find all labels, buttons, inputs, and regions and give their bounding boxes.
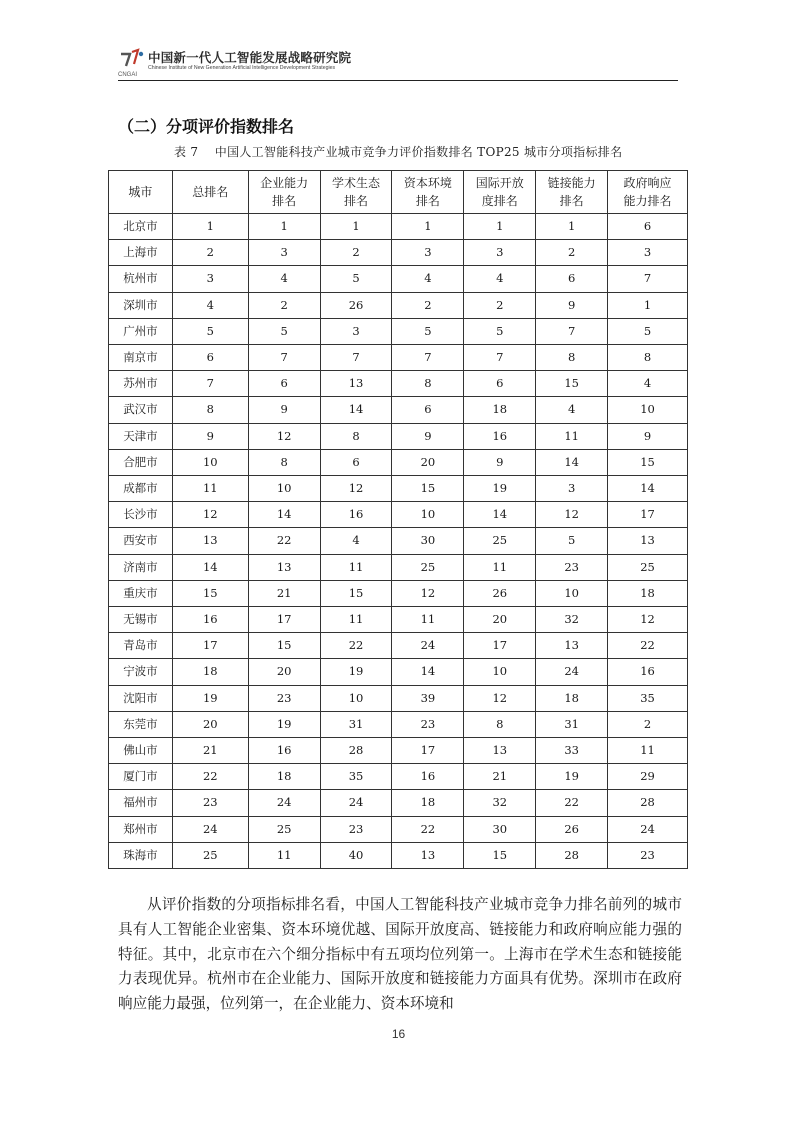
- rank-cell: 3: [392, 240, 464, 266]
- rank-cell: 10: [608, 397, 688, 423]
- table-row: [109, 214, 688, 240]
- rank-cell: 5: [248, 318, 320, 344]
- rank-cell: 10: [320, 685, 392, 711]
- table-row: [109, 711, 688, 737]
- column-header-line: 排名: [559, 194, 584, 208]
- rank-cell: 9: [464, 449, 536, 475]
- rank-cell: 35: [320, 764, 392, 790]
- rank-cell: 15: [248, 633, 320, 659]
- table-row: [109, 502, 688, 528]
- rank-cell: 2: [320, 240, 392, 266]
- rank-cell: 16: [248, 738, 320, 764]
- column-header-line: 能力排名: [623, 194, 672, 208]
- rank-cell: 8: [536, 345, 608, 371]
- rank-cell: 28: [536, 842, 608, 868]
- header-divider: [118, 80, 678, 81]
- table-row: [109, 528, 688, 554]
- rank-cell: 23: [392, 711, 464, 737]
- city-name-cell: 合肥市: [109, 449, 173, 475]
- rank-cell: 23: [608, 842, 688, 868]
- rank-cell: 11: [320, 554, 392, 580]
- rank-cell: 12: [172, 502, 248, 528]
- rank-cell: 12: [392, 580, 464, 606]
- rank-cell: 9: [392, 423, 464, 449]
- rank-cell: 16: [464, 423, 536, 449]
- rank-cell: 6: [464, 371, 536, 397]
- rank-cell: 28: [608, 790, 688, 816]
- rank-cell: 24: [536, 659, 608, 685]
- rank-cell: 18: [248, 764, 320, 790]
- table-row: [109, 449, 688, 475]
- rank-cell: 10: [172, 449, 248, 475]
- rank-cell: 21: [248, 580, 320, 606]
- rank-cell: 4: [320, 528, 392, 554]
- rank-cell: 14: [320, 397, 392, 423]
- rank-cell: 30: [392, 528, 464, 554]
- rank-cell: 9: [536, 292, 608, 318]
- rank-cell: 8: [392, 371, 464, 397]
- city-name-cell: 青岛市: [109, 633, 173, 659]
- rank-cell: 4: [172, 292, 248, 318]
- table-row: [109, 240, 688, 266]
- table-row: [109, 371, 688, 397]
- city-name-cell: 苏州市: [109, 371, 173, 397]
- table-row: [109, 345, 688, 371]
- rank-cell: 24: [392, 633, 464, 659]
- rank-cell: 6: [320, 449, 392, 475]
- rank-cell: 3: [172, 266, 248, 292]
- rank-cell: 20: [464, 607, 536, 633]
- table-row: [109, 476, 688, 502]
- rank-cell: 13: [392, 842, 464, 868]
- rank-cell: 2: [608, 711, 688, 737]
- rank-cell: 19: [248, 711, 320, 737]
- rank-cell: 18: [608, 580, 688, 606]
- rank-cell: 3: [536, 476, 608, 502]
- rank-cell: 9: [608, 423, 688, 449]
- rank-cell: 1: [172, 214, 248, 240]
- rank-cell: 2: [248, 292, 320, 318]
- rank-cell: 24: [608, 816, 688, 842]
- rank-cell: 31: [536, 711, 608, 737]
- paragraph-text: 从评价指数的分项指标排名看，中国人工智能科技产业城市竞争力排名前列的城市具有人工智能企业密集、资本环境优越、国际开放度高、链接能力和政府响应能力强的特征。其中，北京市在六个细分指标中有五项均位列第一。上海市在学术生态和链接能力表现优异。杭州市在企业能力、国际开放度和链接能力方面具有优势。深圳市在政府响应能力最强，位列第一，在企业能力、资本环境和: [118, 896, 682, 1013]
- rank-cell: 2: [172, 240, 248, 266]
- rank-cell: 22: [172, 764, 248, 790]
- table-caption: 表 7 中国人工智能科技产业城市竞争力评价指数排名 TOP25 城市分项指标排名: [174, 145, 623, 159]
- table-row: [109, 764, 688, 790]
- column-header-line: 排名: [272, 194, 297, 208]
- table-row: [109, 790, 688, 816]
- rank-cell: 22: [536, 790, 608, 816]
- rank-cell: 10: [248, 476, 320, 502]
- rank-cell: 13: [464, 738, 536, 764]
- city-name-cell: 无锡市: [109, 607, 173, 633]
- rank-cell: 26: [320, 292, 392, 318]
- rank-cell: 26: [536, 816, 608, 842]
- rank-cell: 5: [320, 266, 392, 292]
- rank-cell: 18: [172, 659, 248, 685]
- rank-cell: 1: [248, 214, 320, 240]
- rank-cell: 12: [608, 607, 688, 633]
- rank-cell: 35: [608, 685, 688, 711]
- city-name-cell: 郑州市: [109, 816, 173, 842]
- rank-cell: 5: [172, 318, 248, 344]
- rank-cell: 7: [464, 345, 536, 371]
- city-name-cell: 东莞市: [109, 711, 173, 737]
- rank-cell: 19: [320, 659, 392, 685]
- column-header: [464, 171, 536, 214]
- column-header-line: 总排名: [192, 185, 229, 199]
- rank-cell: 25: [392, 554, 464, 580]
- city-name-cell: 厦门市: [109, 764, 173, 790]
- rank-cell: 12: [464, 685, 536, 711]
- city-name-cell: 珠海市: [109, 842, 173, 868]
- city-name-cell: 西安市: [109, 528, 173, 554]
- city-name-cell: 济南市: [109, 554, 173, 580]
- rank-cell: 11: [464, 554, 536, 580]
- rank-cell: 15: [320, 580, 392, 606]
- rank-cell: 11: [608, 738, 688, 764]
- rank-cell: 2: [536, 240, 608, 266]
- rank-cell: 9: [248, 397, 320, 423]
- rank-cell: 14: [608, 476, 688, 502]
- rank-cell: 22: [248, 528, 320, 554]
- rank-cell: 13: [320, 371, 392, 397]
- rank-cell: 21: [464, 764, 536, 790]
- rank-cell: 8: [248, 449, 320, 475]
- rank-cell: 15: [464, 842, 536, 868]
- rank-cell: 14: [536, 449, 608, 475]
- rank-cell: 3: [608, 240, 688, 266]
- rank-cell: 6: [172, 345, 248, 371]
- city-name-cell: 重庆市: [109, 580, 173, 606]
- column-header-line: 排名: [344, 194, 369, 208]
- city-name-cell: 佛山市: [109, 738, 173, 764]
- rank-cell: 19: [536, 764, 608, 790]
- table-row: [109, 842, 688, 868]
- rank-cell: 11: [536, 423, 608, 449]
- institute-abbreviation: CNGAI: [118, 72, 138, 78]
- rank-cell: 16: [172, 607, 248, 633]
- rank-cell: 7: [608, 266, 688, 292]
- rank-cell: 14: [248, 502, 320, 528]
- rank-cell: 7: [536, 318, 608, 344]
- rank-cell: 28: [320, 738, 392, 764]
- rank-cell: 22: [320, 633, 392, 659]
- rank-cell: 4: [248, 266, 320, 292]
- rank-cell: 2: [392, 292, 464, 318]
- rank-cell: 7: [320, 345, 392, 371]
- rank-cell: 3: [320, 318, 392, 344]
- rank-cell: 24: [172, 816, 248, 842]
- table-row: [109, 580, 688, 606]
- rank-cell: 4: [392, 266, 464, 292]
- rank-cell: 8: [172, 397, 248, 423]
- rank-cell: 5: [392, 318, 464, 344]
- rank-cell: 1: [464, 214, 536, 240]
- rank-cell: 3: [464, 240, 536, 266]
- rank-cell: 1: [536, 214, 608, 240]
- rank-cell: 20: [172, 711, 248, 737]
- rank-cell: 24: [248, 790, 320, 816]
- column-header: [248, 171, 320, 214]
- city-name-cell: 武汉市: [109, 397, 173, 423]
- rank-cell: 31: [320, 711, 392, 737]
- rank-cell: 8: [320, 423, 392, 449]
- institute-name-cn: 中国新一代人工智能发展战略研究院: [148, 50, 352, 65]
- column-header-line: 政府响应: [623, 176, 672, 190]
- column-header-line: 资本环境: [403, 176, 452, 190]
- column-header-line: 城市: [128, 185, 153, 199]
- table-body: [109, 214, 688, 869]
- rank-cell: 17: [392, 738, 464, 764]
- city-name-cell: 沈阳市: [109, 685, 173, 711]
- rank-cell: 25: [248, 816, 320, 842]
- rank-cell: 1: [392, 214, 464, 240]
- rank-cell: 16: [320, 502, 392, 528]
- table-row: [109, 266, 688, 292]
- rank-cell: 11: [172, 476, 248, 502]
- rank-cell: 20: [248, 659, 320, 685]
- rank-cell: 18: [464, 397, 536, 423]
- rank-cell: 11: [392, 607, 464, 633]
- rank-cell: 10: [464, 659, 536, 685]
- rank-cell: 7: [172, 371, 248, 397]
- rank-cell: 22: [392, 816, 464, 842]
- rank-cell: 15: [536, 371, 608, 397]
- rank-cell: 11: [248, 842, 320, 868]
- city-name-cell: 杭州市: [109, 266, 173, 292]
- column-header: [172, 171, 248, 214]
- rank-cell: 8: [608, 345, 688, 371]
- rank-cell: 1: [320, 214, 392, 240]
- column-header-line: 学术生态: [332, 176, 381, 190]
- rank-cell: 33: [536, 738, 608, 764]
- rank-cell: 13: [536, 633, 608, 659]
- rank-cell: 4: [608, 371, 688, 397]
- rank-cell: 18: [536, 685, 608, 711]
- city-name-cell: 南京市: [109, 345, 173, 371]
- city-ranking-table: [108, 170, 688, 869]
- column-header-line: 国际开放: [475, 176, 524, 190]
- rank-cell: 12: [536, 502, 608, 528]
- rank-cell: 15: [608, 449, 688, 475]
- rank-cell: 21: [172, 738, 248, 764]
- rank-cell: 22: [608, 633, 688, 659]
- rank-cell: 5: [608, 318, 688, 344]
- rank-cell: 17: [464, 633, 536, 659]
- rank-cell: 18: [392, 790, 464, 816]
- rank-cell: 7: [248, 345, 320, 371]
- rank-cell: 20: [392, 449, 464, 475]
- rank-cell: 24: [320, 790, 392, 816]
- rank-cell: 6: [608, 214, 688, 240]
- body-paragraph: [118, 893, 682, 1017]
- rank-cell: 11: [320, 607, 392, 633]
- rank-cell: 10: [536, 580, 608, 606]
- rank-cell: 9: [172, 423, 248, 449]
- rank-cell: 14: [172, 554, 248, 580]
- column-header: [608, 171, 688, 214]
- column-header: [320, 171, 392, 214]
- rank-cell: 4: [464, 266, 536, 292]
- column-header: [392, 171, 464, 214]
- table-row: [109, 423, 688, 449]
- rank-cell: 5: [536, 528, 608, 554]
- rank-cell: 6: [392, 397, 464, 423]
- city-name-cell: 北京市: [109, 214, 173, 240]
- rank-cell: 6: [536, 266, 608, 292]
- rank-cell: 19: [172, 685, 248, 711]
- rank-cell: 25: [172, 842, 248, 868]
- column-header: [536, 171, 608, 214]
- city-name-cell: 广州市: [109, 318, 173, 344]
- rank-cell: 7: [392, 345, 464, 371]
- rank-cell: 13: [608, 528, 688, 554]
- city-name-cell: 上海市: [109, 240, 173, 266]
- rank-cell: 17: [608, 502, 688, 528]
- rank-cell: 5: [464, 318, 536, 344]
- table-row: [109, 397, 688, 423]
- city-name-cell: 宁波市: [109, 659, 173, 685]
- rank-cell: 1: [608, 292, 688, 318]
- rank-cell: 30: [464, 816, 536, 842]
- rank-cell: 17: [248, 607, 320, 633]
- table-row: [109, 292, 688, 318]
- column-header-line: 度排名: [481, 194, 518, 208]
- column-header-line: 链接能力: [547, 176, 596, 190]
- city-name-cell: 福州市: [109, 790, 173, 816]
- rank-cell: 23: [248, 685, 320, 711]
- rank-cell: 2: [464, 292, 536, 318]
- table-row: [109, 318, 688, 344]
- rank-cell: 25: [464, 528, 536, 554]
- rank-cell: 25: [608, 554, 688, 580]
- rank-cell: 19: [464, 476, 536, 502]
- rank-cell: 13: [172, 528, 248, 554]
- column-header: [109, 171, 173, 214]
- rank-cell: 8: [464, 711, 536, 737]
- rank-cell: 16: [392, 764, 464, 790]
- rank-cell: 32: [536, 607, 608, 633]
- rank-cell: 12: [320, 476, 392, 502]
- rank-cell: 32: [464, 790, 536, 816]
- column-header-line: 排名: [415, 194, 440, 208]
- rank-cell: 15: [172, 580, 248, 606]
- rank-cell: 14: [392, 659, 464, 685]
- rank-cell: 17: [172, 633, 248, 659]
- rank-cell: 15: [392, 476, 464, 502]
- city-name-cell: 长沙市: [109, 502, 173, 528]
- table-row: [109, 659, 688, 685]
- rank-cell: 12: [248, 423, 320, 449]
- institute-name-en: Chinese Institute of New Generation Artificial Intelligence Development Strategies: [148, 65, 336, 71]
- table-row: [109, 633, 688, 659]
- rank-cell: 40: [320, 842, 392, 868]
- rank-cell: 23: [172, 790, 248, 816]
- city-name-cell: 天津市: [109, 423, 173, 449]
- table-row: [109, 607, 688, 633]
- page-number: 16: [391, 1027, 406, 1041]
- column-header-line: 企业能力: [260, 176, 309, 190]
- institute-logo-icon: [118, 46, 146, 72]
- city-name-cell: 成都市: [109, 476, 173, 502]
- rank-cell: 26: [464, 580, 536, 606]
- city-name-cell: 深圳市: [109, 292, 173, 318]
- rank-cell: 3: [248, 240, 320, 266]
- rank-cell: 6: [248, 371, 320, 397]
- table-row: [109, 685, 688, 711]
- rank-cell: 10: [392, 502, 464, 528]
- rank-cell: 39: [392, 685, 464, 711]
- rank-cell: 16: [608, 659, 688, 685]
- rank-cell: 4: [536, 397, 608, 423]
- page-header: [118, 44, 678, 84]
- section-title: （二）分项评价指数排名: [118, 117, 295, 136]
- table-header-row: [109, 171, 688, 214]
- table-row: [109, 816, 688, 842]
- table-row: [109, 554, 688, 580]
- rank-cell: 14: [464, 502, 536, 528]
- rank-cell: 13: [248, 554, 320, 580]
- rank-cell: 23: [536, 554, 608, 580]
- rank-cell: 23: [320, 816, 392, 842]
- table-row: [109, 738, 688, 764]
- rank-cell: 29: [608, 764, 688, 790]
